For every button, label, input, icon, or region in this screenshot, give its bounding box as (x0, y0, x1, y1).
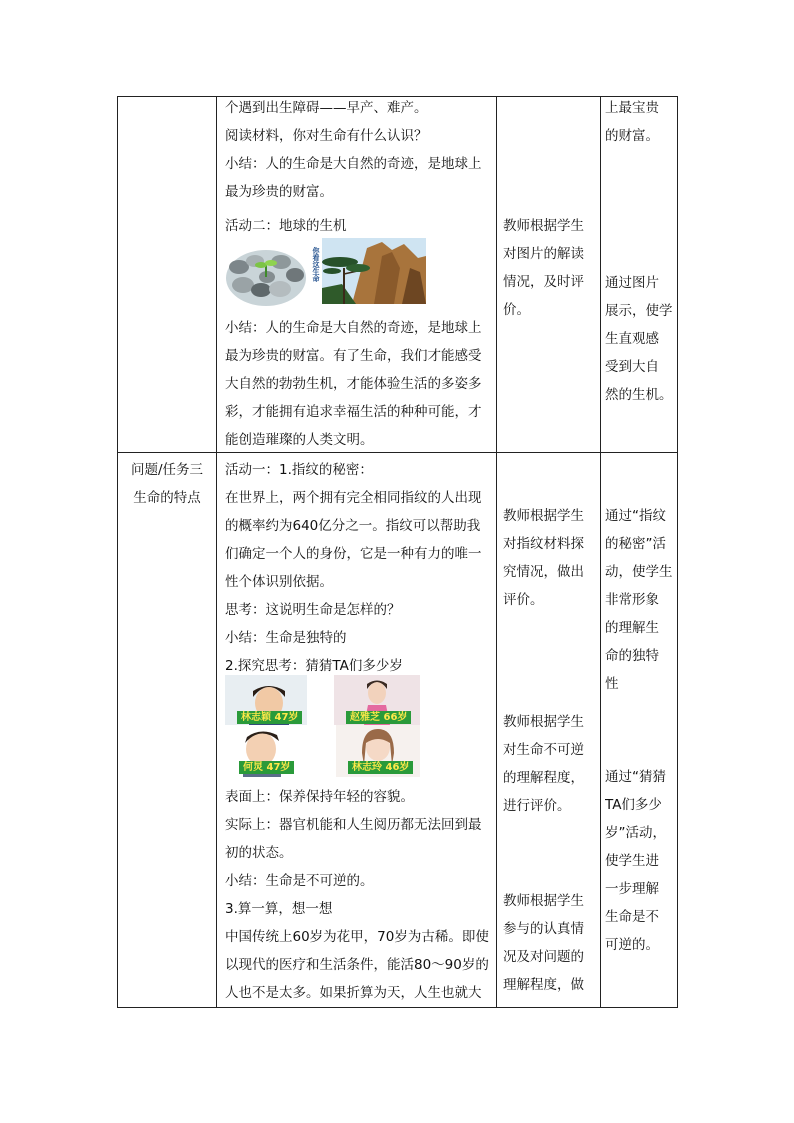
column-divider (496, 97, 497, 1007)
activity2-heading: 活动二：地球的生机 (225, 218, 347, 234)
mountain-pine-photo (322, 238, 426, 304)
row1-purpose-top: 上最宝贵 的财富。 (605, 100, 659, 144)
portrait-photo (225, 675, 307, 725)
row1-content-cell (225, 94, 493, 240)
row2-evaluation-a: 教师根据学生 对指纹材料探 究情况，做出 评价。 (503, 508, 584, 608)
row2-content-a: 活动一：1.指纹的秘密： 在世界上，两个拥有完全相同指纹的人出现 的概率约为640亿分之一。指纹可以帮助我 们确定一个人的身份，它是一种有力的唯一 性个体识别依据。 思考：这说明生命是怎样的？ 小结：生命是独特的 2.探究思考：猜猜TA们多少岁 (225, 462, 482, 674)
row2-evaluation-b: 教师根据学生 对生命不可逆 的理解程度， 进行评价。 (503, 714, 584, 814)
row1-evaluation-cell: 教师根据学生 对图片的解读 情况，及时评 价。 (503, 218, 584, 318)
sprout-among-pebbles-photo (225, 245, 307, 307)
column-divider (216, 97, 217, 1007)
vertical-caption: 你看这生命 (312, 247, 320, 282)
section-label: 问题/任务三 生命的特点 (130, 462, 204, 506)
row2-evaluation-c: 教师根据学生 参与的认真情 况及对问题的 理解程度，做 (503, 893, 584, 993)
column-divider (600, 97, 601, 1007)
photo-caption: 赵雅芝 66岁 (346, 711, 411, 724)
portrait-photo (336, 725, 420, 777)
portrait-photo (334, 675, 420, 725)
lesson-plan-table (117, 96, 678, 1008)
portrait-photo (225, 725, 307, 777)
photo-caption: 林志颖 47岁 (237, 711, 302, 724)
row2-content-b: 表面上：保养保持年轻的容貌。 实际上：器官机能和人生阅历都无法回到最 初的状态。 小结：生命是不可逆的。 3.算一算，想一想 中国传统上60岁为花甲，70岁为古稀。即使 以现代的医疗和生活条件，能活80～90岁的 人也不是太多。如果折算为天，人生也就大 (225, 789, 489, 1001)
photo-caption: 何炅 47岁 (239, 761, 294, 774)
photo-caption: 林志玲 46岁 (348, 761, 413, 774)
row1-text-a: 个遇到出生障碍——早产、难产。 阅读材料，你对生命有什么认识？ 小结：人的生命是大自然的奇迹，是地球上 最为珍贵的财富。 (225, 100, 482, 200)
row2-purpose-a: 通过“指纹 的秘密”活 动，使学生 非常形象 的理解生 命的独特 性 (605, 508, 673, 692)
row1-purpose-bottom: 通过图片 展示，使学 生直观感 受到大自 然的生机。 (605, 275, 673, 403)
row1-summary-cell: 小结：人的生命是大自然的奇迹，是地球上 最为珍贵的财富。有了生命，我们才能感受 大自然的勃勃生机，才能体验生活的多姿多 彩，才能拥有追求幸福生活的种种可能，才 能创造璀璨的人类文明。 (225, 320, 482, 448)
row2-purpose-b: 通过“猜猜 TA们多少 岁”活动， 使学生进 一步理解 生命是不 可逆的。 (605, 769, 666, 953)
